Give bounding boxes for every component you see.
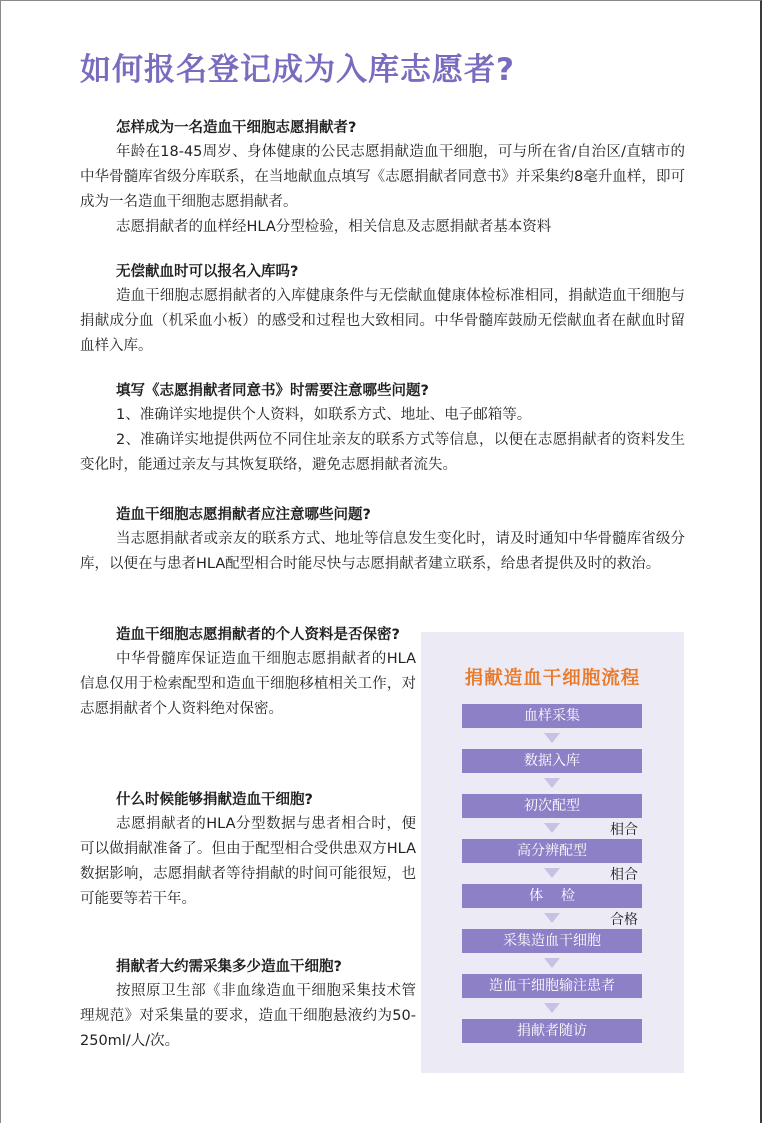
flow-step-initial-match: 初次配型 bbox=[462, 794, 642, 818]
faq-answer: 中华骨髓库保证造血干细胞志愿捐献者的HLA信息仅用于检索配型和造血干细胞移植相关工作，对志愿捐献者个人资料绝对保密。 bbox=[80, 651, 416, 717]
faq-question: 填写《志愿捐献者同意书》时需要注意哪些问题? bbox=[116, 383, 429, 399]
flow-title: 捐献造血干细胞流程 bbox=[464, 668, 641, 689]
flow-step-medical-exam: 体 检 bbox=[462, 884, 642, 908]
faq-answer: 造血干细胞志愿捐献者的入库健康条件与无偿献血健康体检标准相同，捐献造血干细胞与捐献成分血（机采血小板）的感受和过程也大致相同。中华骨髓库鼓励无偿献血者在献血时留血样入库。 bbox=[80, 288, 685, 354]
flow-step-collect-stem-cells: 采集造血干细胞 bbox=[462, 929, 642, 953]
faq-section-become-donor bbox=[80, 116, 685, 240]
flow-condition-qualified: 合格 bbox=[610, 912, 638, 928]
faq-question: 怎样成为一名造血干细胞志愿捐献者? bbox=[116, 120, 357, 136]
faq-question: 捐献者大约需采集多少造血干细胞? bbox=[116, 959, 342, 975]
flow-step-blood-sample: 血样采集 bbox=[462, 704, 642, 728]
flow-arrow-icon bbox=[544, 733, 560, 743]
faq-section-donation-time bbox=[80, 788, 416, 912]
faq-section-donor-notes bbox=[80, 503, 685, 577]
flow-arrow-icon bbox=[544, 778, 560, 788]
faq-question: 无偿献血时可以报名入库吗? bbox=[116, 264, 299, 280]
faq-section-collection-amount bbox=[80, 955, 416, 1054]
flow-arrow-icon bbox=[544, 958, 560, 968]
faq-answer: 年龄在18-45周岁、身体健康的公民志愿捐献造血干细胞，可与所在省/自治区/直辖市的中华骨髓库省级分库联系，在当地献血点填写《志愿捐献者同意书》并采集约8毫升血样，即可成为一名造血干细胞志愿捐献者。 bbox=[80, 144, 685, 210]
flow-arrow-icon bbox=[544, 1003, 560, 1013]
donation-flow-chart bbox=[421, 632, 684, 1073]
flow-condition-matched: 相合 bbox=[610, 822, 638, 838]
flow-arrow-icon bbox=[544, 823, 560, 833]
flow-step-high-resolution-match: 高分辨配型 bbox=[462, 839, 642, 863]
flow-condition-matched: 相合 bbox=[610, 867, 638, 883]
flow-step-infuse-patient: 造血干细胞输注患者 bbox=[462, 974, 642, 998]
faq-answer: 志愿捐献者的HLA分型数据与患者相合时，便可以做捐献准备了。但由于配型相合受供患双方HLA数据影响，志愿捐献者等待捐献的时间可能很短，也可能要等若干年。 bbox=[80, 816, 416, 907]
flow-arrow-icon bbox=[544, 868, 560, 878]
faq-section-blood-donation bbox=[80, 260, 685, 359]
faq-answer: 1、准确详实地提供个人资料，如联系方式、地址、电子邮箱等。 bbox=[116, 407, 532, 423]
faq-question: 什么时候能够捐献造血干细胞? bbox=[116, 792, 313, 808]
flow-arrow-icon bbox=[544, 913, 560, 923]
faq-answer: 2、准确详实地提供两位不同住址亲友的联系方式等信息，以便在志愿捐献者的资料发生变化时，能通过亲友与其恢复联络，避免志愿捐献者流失。 bbox=[80, 432, 685, 473]
faq-question: 造血干细胞志愿捐献者应注意哪些问题? bbox=[116, 507, 371, 523]
flow-step-donor-follow-up: 捐献者随访 bbox=[462, 1019, 642, 1043]
faq-answer: 志愿捐献者的血样经HLA分型检验，相关信息及志愿捐献者基本资料 bbox=[116, 219, 552, 235]
flow-step-data-entry: 数据入库 bbox=[462, 749, 642, 773]
faq-answer: 当志愿捐献者或亲友的联系方式、地址等信息发生变化时，请及时通知中华骨髓库省级分库，以便在与患者HLA配型相合时能尽快与志愿捐献者建立联系，给患者提供及时的救治。 bbox=[80, 531, 685, 572]
faq-question: 造血干细胞志愿捐献者的个人资料是否保密? bbox=[116, 627, 400, 643]
faq-answer: 按照原卫生部《非血缘造血干细胞采集技术管理规范》对采集量的要求，造血干细胞悬液约为50-250ml/人/次。 bbox=[80, 983, 416, 1049]
faq-section-consent-form bbox=[80, 379, 685, 478]
faq-section-privacy bbox=[80, 623, 416, 722]
page-title: 如何报名登记成为入库志愿者? bbox=[80, 52, 515, 88]
